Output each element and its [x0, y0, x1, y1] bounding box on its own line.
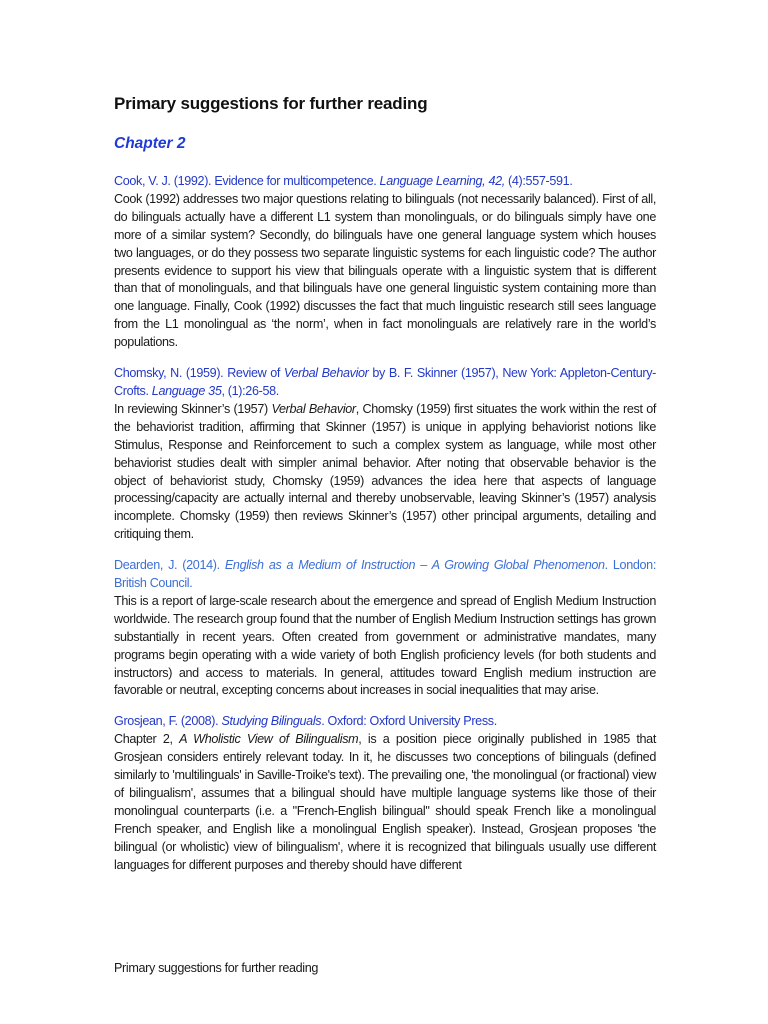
- citation-text-run: Chomsky, N. (1959). Review of: [114, 366, 284, 381]
- reading-entry: [114, 557, 656, 700]
- page-title: Primary suggestions for further reading: [114, 94, 428, 113]
- summary-text-run: In reviewing Skinner’s (1957): [114, 401, 272, 416]
- entry-summary: [114, 731, 656, 874]
- entry-summary: [114, 401, 656, 544]
- reading-entry: [114, 173, 656, 352]
- entry-summary: [114, 593, 656, 700]
- citation-text-run: Grosjean, F. (2008).: [114, 714, 222, 729]
- citation-text-run: . London: British Council.: [114, 558, 656, 591]
- reading-list: [114, 173, 656, 888]
- summary-text-run: Cook (1992) addresses two major questions relating to bilinguals (not necessarily balanced). First of all, do bilinguals actually have a different L1 system than monolinguals, or do bilinguals simply have one more of a similar system? Secondly, do bilinguals have one general language system which houses two languages, or do they possess two separate linguistic systems for each linguistic code? The author presents evidence to support his view that bilinguals operate with a linguistic system that is different than that of monolinguals, and that bilinguals have one general linguistic system containing more than one language. Finally, Cook (1992) discusses the fact that much linguistic research still sees language from the L1 monolingual as ‘the norm’, when in fact monolinguals are relatively rare in the world’s populations.: [114, 191, 656, 350]
- citation-text-run: Language 35: [151, 383, 222, 398]
- entry-citation: [114, 713, 656, 731]
- citation-text-run: Verbal Behavior: [283, 366, 369, 381]
- citation-text-run: (4):557-591.: [504, 174, 573, 188]
- citation-text-run: Studying Bilinguals: [221, 714, 322, 729]
- citation-text-run: Dearden, J. (2014).: [114, 558, 225, 573]
- summary-text-run: A Wholistic View of Bilingualism: [179, 732, 359, 747]
- summary-text-run: , Chomsky (1959) first situates the work within the rest of the behaviorist tradition, affirming that Skinner (1957) is unique in applying behaviorist notions like Stimulus, Response and Reinforcement to such a complex system as language, while most other behaviorist studies dealt with simpler animal behavior. After noting that observable behavior is the object of behaviorist study, Chomsky (1959) advances the idea here that aspects of language processing/capacity are actually internal and thereby unobservable, leaving Skinner’s (1957) analysis incomplete. Chomsky (1959) then reviews Skinner’s (1957) other principal arguments, detailing and critiquing them.: [114, 401, 656, 542]
- entry-citation: [114, 365, 656, 401]
- page-footer: Primary suggestions for further reading: [114, 961, 319, 975]
- summary-text-run: This is a report of large-scale research about the emergence and spread of English Medium Instruction worldwide. The research group found that the number of English Medium Instruction settings has grown substantially in recent years. Often created from government or administrative mandates, many programs begin operating with a wide variety of both English proficiency levels (for both students and instructors) and access to materials. In general, attitudes toward English medium instruction are favorable or neutral, excepting concerns about increases in social inequalities that may arise.: [114, 593, 656, 698]
- entry-summary: [114, 191, 656, 352]
- summary-text-run: Chapter 2,: [114, 732, 180, 747]
- chapter-heading: Chapter 2: [114, 135, 186, 152]
- citation-text-run: by B. F. Skinner (1957), New York: Appleton-Century-Crofts.: [114, 366, 657, 398]
- citation-text-run: Language Learning, 42,: [379, 174, 505, 188]
- reading-entry: [114, 365, 656, 544]
- reading-entry: [114, 713, 656, 874]
- summary-text-run: , is a position piece originally published in 1985 that Grosjean considers entirely relevant today. In it, he discusses two conceptions of bilinguals (defined similarly to 'multilinguals' in Saville-Troike's text). The prevailing one, 'the monolingual (or fractional) view of bilingualism', assumes that a bilingual should have multiple language systems like those of their monolingual counterparts (i.e. a "French-English bilingual" should speak French like a monolingual French speaker, and English like a monolingual English speaker). Instead, Grosjean proposes 'the bilingual (or wholistic) view of bilingualism', where it is recognized that bilinguals usually use different languages for different purposes and thereby should have different: [114, 732, 656, 872]
- entry-citation: [114, 173, 656, 191]
- citation-text-run: Cook, V. J. (1992). Evidence for multicompetence.: [114, 174, 380, 188]
- summary-text-run: Verbal Behavior: [271, 401, 356, 416]
- citation-text-run: , (1):26-58.: [221, 383, 279, 398]
- citation-text-run: English as a Medium of Instruction – A Growing Global Phenomenon: [224, 558, 605, 573]
- citation-text-run: . Oxford: Oxford University Press.: [321, 714, 497, 729]
- entry-citation: [114, 557, 656, 593]
